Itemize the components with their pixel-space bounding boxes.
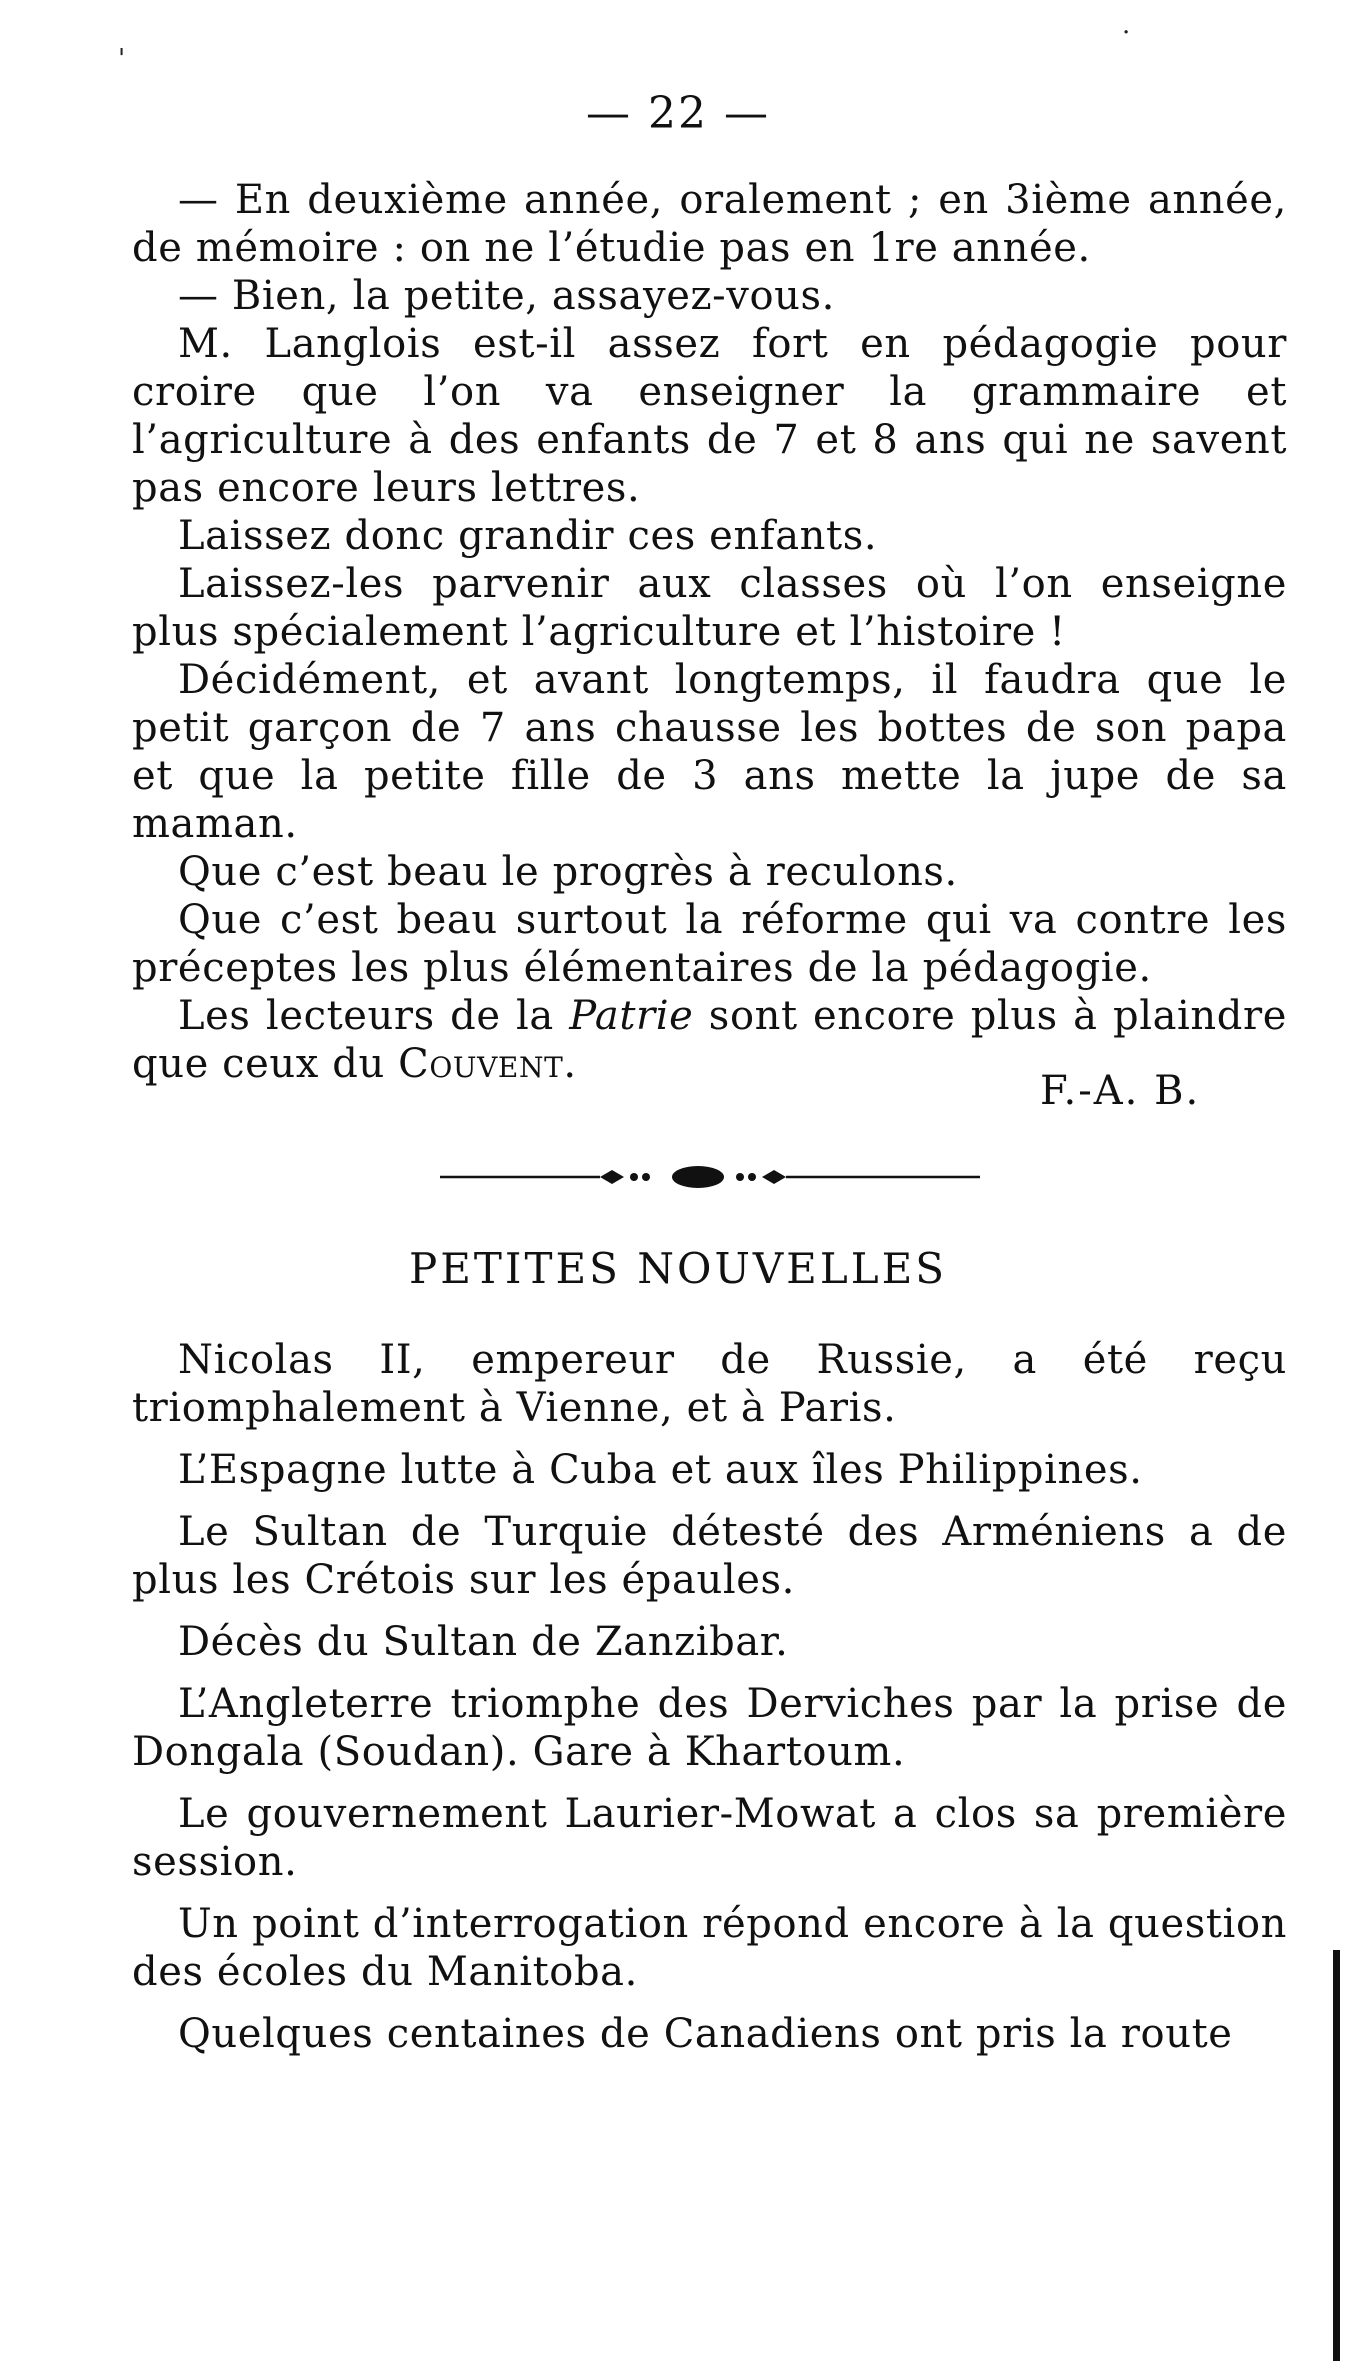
- page-edge-line: [1333, 1950, 1340, 2361]
- paragraph: — Bien, la petite, assayez-vous.: [178, 273, 835, 319]
- news-item: Le gouvernement Laurier-Mowat a clos sa première session.: [132, 1791, 1287, 1885]
- paragraph: Laissez-les parvenir aux classes où l’on enseigne plus spécialement l’agriculture et l’histoire !: [132, 561, 1287, 655]
- paragraph: Que c’est beau surtout la réforme qui va contre les préceptes les plus élémentaires de la pédagogie.: [132, 897, 1287, 991]
- paragraph: Que c’est beau le progrès à reculons.: [178, 849, 958, 895]
- closing-text: .: [563, 1041, 577, 1087]
- news-item: Décès du Sultan de Zanzibar.: [178, 1619, 789, 1665]
- newspaper-title: Patrie: [569, 993, 694, 1039]
- news-item: L’Angleterre triomphe des Derviches par la prise de Dongala (Soudan). Gare à Khartoum.: [132, 1681, 1287, 1775]
- news-item: Nicolas II, empereur de Russie, a été reçu triomphalement à Vienne, et à Paris.: [132, 1337, 1287, 1431]
- article-body: [132, 176, 1287, 1088]
- paragraph: Laissez donc grandir ces enfants.: [178, 513, 878, 559]
- paragraph: M. Langlois est-il assez fort en pédagogie pour croire que l’on va enseigner la grammaire et l’agriculture à des enfants de 7 et 8 ans qui ne savent pas encore leurs lettres.: [132, 321, 1287, 511]
- closing-text: sont encore plus à plaindre que ceux du: [132, 993, 1287, 1087]
- paragraph: Décidément, et avant longtemps, il faudra que le petit garçon de 7 ans chausse les bottes de son papa et que la petite fille de 3 ans mette la jupe de sa maman.: [132, 657, 1287, 847]
- page-number: — 22 —: [586, 88, 770, 139]
- section-title: PETITES NOUVELLES: [408, 1244, 948, 1293]
- margin-mark: ·: [1122, 18, 1131, 48]
- news-item: Un point d’interrogation répond encore à la question des écoles du Manitoba.: [132, 1901, 1287, 1995]
- news-item: L’Espagne lutte à Cuba et aux îles Philippines.: [178, 1447, 1143, 1493]
- news-item: Quelques centaines de Canadiens ont pris la route: [178, 2011, 1233, 2057]
- paragraph: — En deuxième année, oralement ; en 3ième année, de mémoire : on ne l’étudie pas en 1re année.: [132, 177, 1287, 271]
- closing-text: Les lecteurs de la: [178, 993, 570, 1039]
- newspaper-name: Couvent: [398, 1041, 564, 1087]
- signature: F.-A. B.: [1040, 1068, 1201, 1114]
- news-item: Le Sultan de Turquie détesté des Arméniens a de plus les Crétois sur les épaules.: [132, 1509, 1287, 1603]
- margin-mark: ': [118, 44, 126, 74]
- news-list: [132, 1336, 1287, 2058]
- ornament-divider: [440, 1164, 980, 1190]
